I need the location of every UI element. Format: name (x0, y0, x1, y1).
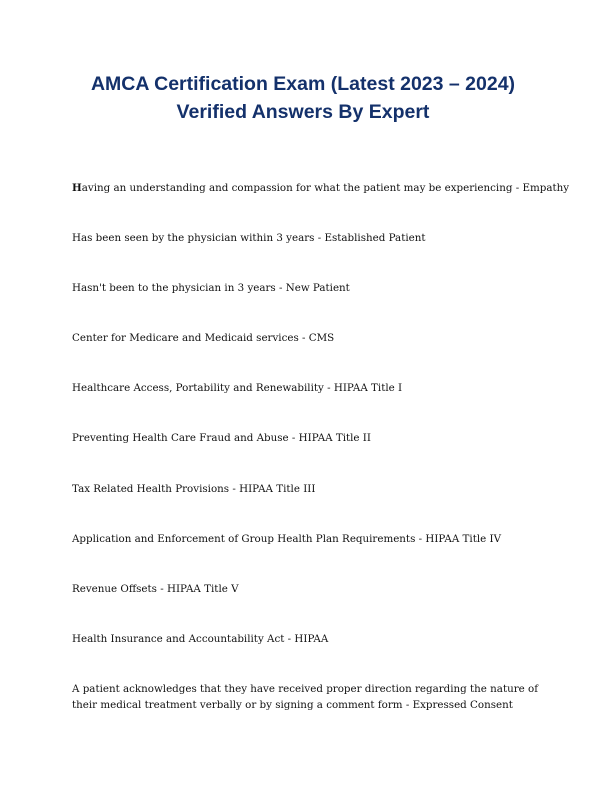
qa-entry: Application and Enforcement of Group Health Plan Requirements - HIPAA Title IV (72, 533, 502, 545)
qa-entry: Health Insurance and Accountability Act - HIPAA (72, 633, 329, 645)
qa-entry: Revenue Offsets - HIPAA Title V (72, 583, 239, 595)
qa-entry: Hasn't been to the physician in 3 years - New Patient (72, 282, 350, 294)
qa-entry: Preventing Health Care Fraud and Abuse - HIPAA Title II (72, 432, 371, 444)
qa-entry: A patient acknowledges that they have received proper direction regarding the nature of their medical treatment verbally or by signing a comment form - Expressed Consent (72, 683, 539, 711)
title-line-1: AMCA Certification Exam (Latest 2023 – 2024) (90, 73, 516, 95)
qa-entry: Tax Related Health Provisions - HIPAA Title III (72, 483, 316, 495)
qa-entry: Healthcare Access, Portability and Renewability - HIPAA Title I (72, 382, 403, 394)
page-title (0, 70, 606, 126)
qa-entry (72, 180, 570, 196)
qa-entry-initial: H (72, 182, 82, 194)
qa-entry-text: aving an understanding and compassion for what the patient may be experiencing - Empathy (81, 182, 570, 194)
qa-entry: Has been seen by the physician within 3 years - Established Patient (72, 232, 426, 244)
title-line-2: Verified Answers By Expert (176, 101, 430, 123)
qa-entry: Center for Medicare and Medicaid services - CMS (72, 332, 335, 344)
